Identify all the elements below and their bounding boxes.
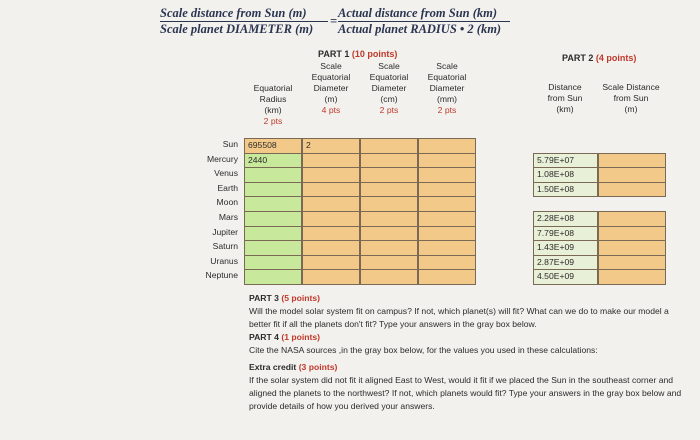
header-scale-diameter-cm: Scale Equatorial Diameter (cm) 2 pts xyxy=(369,61,409,115)
table-cell[interactable] xyxy=(244,196,302,212)
part3-section: PART 3 (5 points) Will the model solar system fit on campus? If not, which planet(s) will fit? What can we do to make our model a better fit if all the planets don't fit? Type your answers in the gray box below. xyxy=(249,292,689,331)
part3-question: Will the model solar system fit on campus? If not, which planet(s) will fit? What can we do to make our model a better fit if all the planets don't fit? Type your answers in the gray box below. xyxy=(249,306,669,329)
table-cell[interactable]: 695508 xyxy=(244,138,302,154)
table-cell[interactable] xyxy=(302,153,360,169)
distance-cell: 1.08E+08 xyxy=(533,167,598,183)
table-cell[interactable] xyxy=(360,240,418,256)
row-label: Venus xyxy=(214,168,238,179)
formula-left-numerator: Scale distance from Sun (m) xyxy=(160,6,307,20)
scale-distance-cell[interactable] xyxy=(598,255,666,271)
table-cell[interactable] xyxy=(302,211,360,227)
row-label: Saturn xyxy=(212,241,238,252)
table-cell[interactable] xyxy=(360,196,418,212)
table-cell[interactable] xyxy=(244,269,302,285)
header-equatorial-radius: Equatorial Radius (km) 2 pts xyxy=(253,83,293,126)
table-cell[interactable] xyxy=(418,269,476,285)
table-cell[interactable] xyxy=(418,255,476,271)
table-cell[interactable] xyxy=(302,167,360,183)
scale-distance-cell[interactable] xyxy=(598,240,666,256)
scale-distance-cell[interactable] xyxy=(598,269,666,285)
row-label: Sun xyxy=(222,139,238,149)
table-cell[interactable] xyxy=(418,226,476,242)
table-cell[interactable] xyxy=(302,182,360,198)
table-cell[interactable] xyxy=(360,226,418,242)
table-cell[interactable] xyxy=(418,240,476,256)
row-label: Neptune xyxy=(205,270,238,281)
table-cell[interactable] xyxy=(244,182,302,198)
table-cell[interactable] xyxy=(302,255,360,271)
part4-question: Cite the NASA sources ,in the gray box below, for the values you used in these calculations: xyxy=(249,345,598,355)
table-cell[interactable] xyxy=(302,269,360,285)
header-scale-distance: Scale Distance from Sun (m) xyxy=(602,82,660,114)
distance-cell: 7.79E+08 xyxy=(533,226,598,242)
distance-cell: 5.79E+07 xyxy=(533,153,598,169)
formula-equals: = xyxy=(330,14,338,28)
row-label: Earth xyxy=(217,182,238,193)
part4-section: PART 4 (1 points) Cite the NASA sources ,in the gray box below, for the values you used in these calculations: xyxy=(249,331,689,357)
scale-distance-cell[interactable] xyxy=(598,226,666,242)
table-cell[interactable] xyxy=(244,240,302,256)
table-cell[interactable] xyxy=(360,255,418,271)
table-cell[interactable] xyxy=(418,138,476,154)
table-cell[interactable] xyxy=(418,153,476,169)
fraction-bar-right xyxy=(338,21,510,22)
table-cell[interactable] xyxy=(360,138,418,154)
scale-distance-cell[interactable] xyxy=(598,153,666,169)
table-cell[interactable] xyxy=(360,211,418,227)
table-cell[interactable] xyxy=(244,226,302,242)
table-cell[interactable] xyxy=(302,196,360,212)
distance-cell: 2.87E+09 xyxy=(533,255,598,271)
scale-distance-cell[interactable] xyxy=(598,211,666,227)
row-label: Moon xyxy=(216,197,238,208)
table-cell[interactable]: 2440 xyxy=(244,153,302,169)
table-cell[interactable]: 2 xyxy=(302,138,360,154)
table-cell[interactable] xyxy=(302,226,360,242)
table-cell[interactable] xyxy=(360,182,418,198)
table-cell[interactable] xyxy=(302,240,360,256)
table-cell[interactable] xyxy=(244,255,302,271)
part2-title: PART 2 (4 points) xyxy=(562,53,637,63)
table-cell[interactable] xyxy=(418,196,476,212)
fraction-bar-left xyxy=(160,21,328,22)
extra-credit-question: If the solar system did not fit it aligned East to West, would it fit if we placed the Sun in the southeast corner and aligned the planets to the northwest? If not, which planets would fit? Type your answers in the gray box below and provide details of how you derived your answers. xyxy=(249,375,682,411)
scale-distance-cell[interactable] xyxy=(598,167,666,183)
distance-cell: 1.50E+08 xyxy=(533,182,598,198)
formula-left-denominator: Scale planet DIAMETER (m) xyxy=(160,22,314,36)
table-cell[interactable] xyxy=(244,167,302,183)
extra-credit-section: Extra credit (3 points) If the solar system did not fit it aligned East to West, would it fit if we placed the Sun in the southeast corner and aligned the planets to the northwest? If not, which planets would fit? Type your answers in the gray box below and provide details of how you derived your answers. xyxy=(249,361,689,413)
distance-cell: 1.43E+09 xyxy=(533,240,598,256)
table-cell[interactable] xyxy=(360,167,418,183)
row-label: Jupiter xyxy=(212,226,238,237)
header-distance-from-sun: Distance from Sun (km) xyxy=(547,82,583,114)
row-label: Uranus xyxy=(210,255,238,266)
table-cell[interactable] xyxy=(418,167,476,183)
table-cell[interactable] xyxy=(418,182,476,198)
row-label: Mars xyxy=(218,212,238,222)
distance-cell: 2.28E+08 xyxy=(533,211,598,227)
table-cell[interactable] xyxy=(360,269,418,285)
formula-right-denominator: Actual planet RADIUS • 2 (km) xyxy=(338,22,502,36)
table-cell[interactable] xyxy=(418,211,476,227)
scale-distance-cell[interactable] xyxy=(598,182,666,198)
row-label: Mercury xyxy=(206,153,238,164)
distance-cell: 4.50E+09 xyxy=(533,269,598,285)
header-scale-diameter-mm: Scale Equatorial Diameter (mm) 2 pts xyxy=(427,61,467,115)
part1-title: PART 1 (10 points) xyxy=(318,49,398,59)
formula-right-numerator: Actual distance from Sun (km) xyxy=(338,6,498,20)
header-scale-diameter-m: Scale Equatorial Diameter (m) 4 pts xyxy=(311,61,351,115)
table-cell[interactable] xyxy=(360,153,418,169)
table-cell[interactable] xyxy=(244,211,302,227)
